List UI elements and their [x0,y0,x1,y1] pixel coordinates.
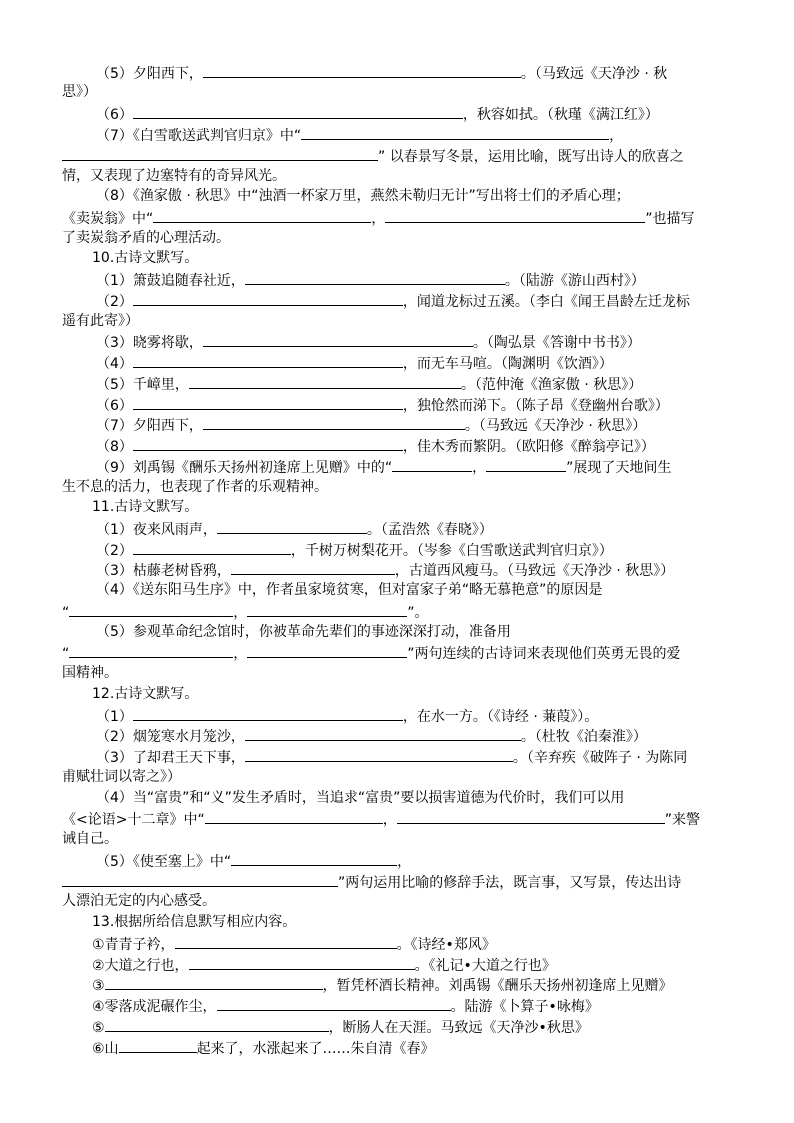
text: ”两句连续的古诗词来表现他们英勇无畏的爱 [407,646,681,662]
item-line [62,954,742,975]
item-line [62,829,742,850]
item-line [62,995,742,1016]
text: ⑤ [92,1020,105,1036]
answer-blank[interactable] [231,850,397,866]
text: （4）当“富贵”和“义”发生矛盾时，当追求“富贵”要以损害道德为代价时，我们可以用 [96,790,625,806]
text: （8） [96,439,133,455]
item-line [62,228,742,249]
text: （6） [96,398,133,414]
item-line [62,331,742,352]
answer-blank[interactable] [133,394,403,410]
item-line [62,518,742,539]
text: ④零落成泥碾作尘， [92,999,217,1015]
text: 国精神。 [62,665,118,681]
answer-blank[interactable] [153,207,371,223]
text: （3）枯藤老树昏鸦， [96,563,231,579]
answer-blank[interactable] [62,145,378,161]
text: ， [233,646,248,662]
text: ，佳木秀而繁阴。（欧阳修《醉翁亭记》） [402,439,655,455]
text: 人漂泊无定的内心感受。 [62,893,216,909]
text: 。（孟浩然《春晓》） [366,522,493,538]
answer-blank[interactable] [247,642,407,658]
item-line [62,352,742,373]
text: 。（陶弘景《答谢中书书》） [472,335,641,351]
answer-blank[interactable] [105,1016,329,1032]
answer-blank[interactable] [203,414,465,430]
item-line [62,456,742,477]
item-line [62,974,742,995]
item-line [62,788,742,809]
item-line [62,559,742,580]
text: ， [472,460,487,476]
answer-blank[interactable] [392,456,472,472]
text: “ [62,605,70,621]
text: （5）千嶂里， [96,377,189,393]
answer-blank[interactable] [62,871,338,887]
item-line [62,166,742,187]
item-line [62,642,742,663]
text: （3）了却君王天下事， [96,750,245,766]
text: （2） [96,294,133,310]
answer-blank[interactable] [189,954,415,970]
text: 。（范仲淹《渔家傲 · 秋思》） [460,377,643,393]
text: 。（杜牧《泊秦淮》） [520,729,647,745]
text: 起来了，水涨起来了……朱自清《春》 [196,1041,435,1057]
text: ”展现了天地间生 [566,460,672,476]
text: ”也描写 [645,211,695,227]
item-line [62,290,742,311]
text: 12.古诗文默写。 [92,686,199,702]
item-line [62,1016,742,1037]
text: ，闻道龙标过五溪。（李白《闻王昌龄左迁龙标 [402,294,690,310]
item-line [62,767,742,788]
item-line [62,850,742,871]
answer-blank[interactable] [203,62,521,78]
section-heading [62,497,742,518]
item-line [62,705,742,726]
answer-blank[interactable] [133,539,291,555]
text: ， [371,211,386,227]
text: （7）《白雪歌送武判官归京》中“ [96,128,302,144]
answer-blank[interactable] [133,290,403,306]
item-line [62,186,742,207]
text: （2） [96,543,133,559]
text: （7）夕阳西下， [96,418,203,434]
answer-blank[interactable] [133,705,403,721]
text: 思》） [62,84,97,100]
text: 。（马致远《天净沙 · 秋 [520,66,668,82]
answer-blank[interactable] [217,995,451,1011]
item-line [62,622,742,643]
answer-blank[interactable] [231,559,395,575]
text: ③ [92,978,105,994]
answer-blank[interactable] [245,725,521,741]
text: 甫赋壮词以寄之》） [62,769,181,785]
item-line [62,269,742,290]
text: ” 以春景写冬景，运用比喻，既写出诗人的欣喜之 [378,149,684,165]
item-line [62,580,742,601]
text: 。（辛弃疾《破阵子 · 为陈同 [512,750,688,766]
text: （4） [96,356,133,372]
text: 生不息的活力，也表现了作者的乐观精神。 [62,479,328,495]
item-line [62,891,742,912]
answer-blank[interactable] [217,518,367,534]
item-line [62,103,742,124]
item-line [62,373,742,394]
text: （8）《渔家傲 · 秋思》中“浊酒一杯家万里，燕然未勒归无计”写出将士们的矛盾心理； [96,188,630,204]
item-line [62,725,742,746]
section-heading [62,912,742,933]
answer-blank[interactable] [301,124,609,140]
answer-blank[interactable] [119,1037,197,1053]
item-line [62,808,742,829]
text: （5）夕阳西下， [96,66,203,82]
item-line [62,539,742,560]
answer-blank[interactable] [245,269,505,285]
text: ，断肠人在天涯。马致远《天净沙•秋思》 [328,1020,589,1036]
text: ， [233,605,248,621]
text: ②大道之行也， [92,958,189,974]
text: ，在水一方。（《诗经 · 蒹葭》）。 [402,709,599,725]
answer-blank[interactable] [397,808,665,824]
text: （2）烟笼寒水月笼沙， [96,729,245,745]
text: ， [382,812,397,828]
answer-blank[interactable] [203,331,473,347]
text: 。（陆游《游山西村》） [504,273,645,289]
text: （1） [96,709,133,725]
text: ， [397,854,412,870]
text: （6） [96,107,133,123]
answer-blank[interactable] [245,746,513,762]
text: （1）箫鼓追随春社近， [96,273,245,289]
answer-blank[interactable] [69,601,233,617]
answer-blank[interactable] [189,373,461,389]
text: 诫自己。 [62,831,118,847]
text: ，而无车马喧。（陶渊明《饮酒》） [402,356,613,372]
item-line [62,601,742,622]
text: 情，又表现了边塞特有的奇异风光。 [62,168,286,184]
section-heading [62,248,742,269]
text: ⑥山 [92,1041,119,1057]
answer-blank[interactable] [385,207,645,223]
item-line [62,124,742,145]
answer-blank[interactable] [133,435,403,451]
item-line [62,746,742,767]
item-line [62,871,742,892]
answer-blank[interactable] [105,974,323,990]
text: 10.古诗文默写。 [92,250,199,266]
text: （1）夜来风雨声， [96,522,217,538]
item-line [62,145,742,166]
text: （5）《使至塞上》中“ [96,854,232,870]
text: 《<论语>十二章》中“ [62,812,205,828]
item-line [62,311,742,332]
item-line [62,435,742,456]
item-line [62,933,742,954]
text: ，古道西风瘦马。（马致远《天净沙 · 秋思》） [394,563,675,579]
answer-blank[interactable] [133,103,463,119]
text: 遥有此寄》） [62,313,139,329]
text: ， [609,128,624,144]
text: （3）晓雾将歇， [96,335,203,351]
item-line [62,477,742,498]
text: 。（马致远《天净沙 · 秋思》） [464,418,647,434]
text: ，千树万树梨花开。（岑参《白雪歌送武判官归京》） [290,543,613,559]
item-line [62,207,742,228]
item-line [62,62,742,83]
text: 。《诗经•郑风》 [396,937,496,953]
answer-blank[interactable] [247,601,407,617]
text: 13.根据所给信息默写相应内容。 [92,914,297,930]
text: ”两句运用比喻的修辞手法，既言事，又写景，传达出诗 [338,875,682,891]
text: ，暂凭杯酒长精神。刘禹锡《酬乐天扬州初逢席上见赠》 [322,978,673,994]
text: 《卖炭翁》中“ [62,211,154,227]
text: “ [62,646,70,662]
answer-blank[interactable] [205,808,383,824]
text: 。陆游《卜算子•咏梅》 [450,999,599,1015]
text: 11.古诗文默写。 [92,499,199,515]
text: ①青青子衿， [92,937,175,953]
text: ”来警 [664,812,700,828]
item-line [62,663,742,684]
item-line [62,1037,742,1058]
text: 了卖炭翁矛盾的心理活动。 [62,230,230,246]
text: 。《礼记•大道之行也》 [414,958,556,974]
answer-blank[interactable] [175,933,397,949]
item-line [62,414,742,435]
text: （9）刘禹锡《酬乐天扬州初逢席上见赠》中的“ [96,460,393,476]
text: ，秋容如拭。（秋瑾《满江红》） [462,107,659,123]
answer-blank[interactable] [69,642,233,658]
answer-blank[interactable] [133,352,403,368]
text: ，独怆然而涕下。（陈子昂《登幽州台歌》） [402,398,669,414]
section-heading [62,684,742,705]
text: ”。 [407,605,429,621]
answer-blank[interactable] [486,456,566,472]
text: （4）《送东阳马生序》中，作者虽家境贫寒，但对富家子弟“略无慕艳意”的原因是 [96,582,603,598]
text: （5）参观革命纪念馆时，你被革命先辈们的事迹深深打动，准备用 [96,624,511,640]
item-line [62,394,742,415]
item-line [62,82,742,103]
